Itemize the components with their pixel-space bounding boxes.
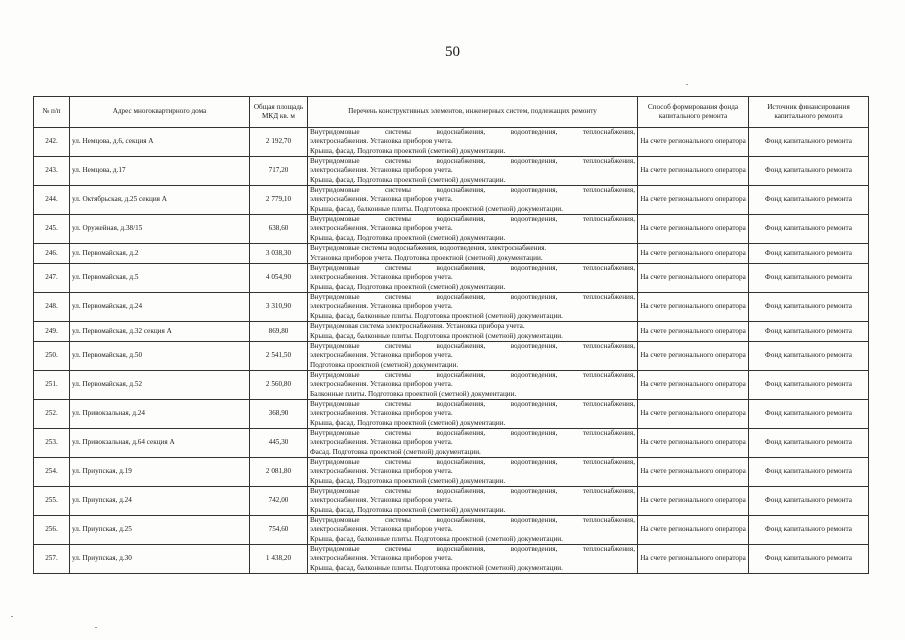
row-number: 247. [34, 264, 70, 293]
works-line: Внутридомовые системы водоснабжения, водоотведения, теплоснабжения, [310, 342, 635, 351]
row-number: 248. [34, 293, 70, 322]
row-works [308, 545, 638, 574]
works-line: Крыша, фасад. Подготовка проектной (сметной) документации. [310, 233, 506, 242]
works-line: Внутридомовые системы водоснабжения, водоотведения, теплоснабжения, [310, 516, 635, 525]
row-number: 255. [34, 487, 70, 516]
works-line: Внутридомовые системы водоснабжения, водоотведения, электроснабжения. [310, 244, 547, 253]
row-funding-method: На счете регионального оператора [638, 400, 749, 429]
works-line: Внутридомовые системы водоснабжения, водоотведения, теплоснабжения, [310, 371, 635, 380]
works-line: Внутридомовые системы водоснабжения, водоотведения, теплоснабжения, [310, 264, 635, 273]
capital-repair-table [33, 96, 869, 574]
works-line: Крыша, фасад, балконные плиты. Подготовка проектной (сметной) документации. [310, 204, 563, 213]
works-line: электроснабжения. Установка приборов учета. [310, 224, 453, 233]
row-address: ул. Немцова, д.17 [70, 157, 250, 186]
table-row [34, 429, 869, 458]
row-area: 638,60 [250, 215, 308, 244]
works-line: Внутридомовые системы водоснабжения, водоотведения, теплоснабжения, [310, 487, 635, 496]
row-number: 257. [34, 545, 70, 574]
header-works: Перечень конструктивных элементов, инженерных систем, подлежащих ремонту [308, 97, 638, 128]
works-line: электроснабжения. Установка приборов учета. [310, 195, 453, 204]
works-line: Крыша, фасад, балконные плиты. Подготовка проектной (сметной) документации. [310, 311, 563, 320]
row-funding-source: Фонд капитального ремонта [749, 128, 869, 157]
header-area: Общая площадь МКД кв. м [250, 97, 308, 128]
row-funding-method: На счете регионального оператора [638, 128, 749, 157]
table-row [34, 545, 869, 574]
row-funding-method: На счете регионального оператора [638, 293, 749, 322]
table-row [34, 516, 869, 545]
works-line: Внутридомовые системы водоснабжения, водоотведения, теплоснабжения, [310, 458, 635, 467]
works-line: Крыша, фасад. Подготовка проектной (сметной) документации. [310, 476, 506, 485]
header-source: Источник финансирования капитального ремонта [749, 97, 869, 128]
row-works [308, 293, 638, 322]
header-method: Способ формирования фонда капитального ремонта [638, 97, 749, 128]
row-number: 245. [34, 215, 70, 244]
works-line: Крыша, фасад. Подготовка проектной (сметной) документации. [310, 505, 506, 514]
row-area: 2 779,10 [250, 186, 308, 215]
scan-speck [11, 616, 13, 617]
row-funding-source: Фонд капитального ремонта [749, 458, 869, 487]
works-line: электроснабжения. Установка приборов учета. [310, 380, 453, 389]
table-body [34, 128, 869, 574]
row-works [308, 487, 638, 516]
row-funding-method: На счете регионального оператора [638, 186, 749, 215]
works-line: электроснабжения. Установка приборов учета. [310, 496, 453, 505]
scan-speck [95, 627, 97, 628]
row-number: 250. [34, 342, 70, 371]
row-number: 246. [34, 244, 70, 264]
row-funding-method: На счете регионального оператора [638, 487, 749, 516]
row-funding-method: На счете регионального оператора [638, 322, 749, 342]
row-area: 3 310,90 [250, 293, 308, 322]
row-funding-method: На счете регионального оператора [638, 342, 749, 371]
row-funding-source: Фонд капитального ремонта [749, 429, 869, 458]
row-area: 754,60 [250, 516, 308, 545]
row-funding-source: Фонд капитального ремонта [749, 157, 869, 186]
works-line: Внутридомовые системы водоснабжения, водоотведения, теплоснабжения, [310, 545, 635, 554]
table-row [34, 322, 869, 342]
works-line: Подготовка проектной (сметной) документации. [310, 360, 459, 369]
row-number: 252. [34, 400, 70, 429]
row-works [308, 342, 638, 371]
row-works [308, 215, 638, 244]
row-funding-method: На счете регионального оператора [638, 516, 749, 545]
page-number: 50 [445, 44, 460, 60]
table-row [34, 186, 869, 215]
row-funding-method: На счете регионального оператора [638, 215, 749, 244]
works-line: электроснабжения. Установка приборов учета. [310, 409, 453, 418]
row-address: ул. Первомайская, д.50 [70, 342, 250, 371]
row-address: ул. Немцова, д.6, секция А [70, 128, 250, 157]
row-funding-source: Фонд капитального ремонта [749, 545, 869, 574]
row-address: ул. Первомайская, д.5 [70, 264, 250, 293]
row-funding-method: На счете регионального оператора [638, 545, 749, 574]
row-funding-method: На счете регионального оператора [638, 458, 749, 487]
row-area: 2 560,80 [250, 371, 308, 400]
row-funding-source: Фонд капитального ремонта [749, 400, 869, 429]
works-line: Внутридомовые системы водоснабжения, водоотведения, теплоснабжения, [310, 293, 635, 302]
row-funding-source: Фонд капитального ремонта [749, 516, 869, 545]
row-works [308, 429, 638, 458]
row-area: 742,00 [250, 487, 308, 516]
row-funding-source: Фонд капитального ремонта [749, 487, 869, 516]
row-funding-source: Фонд капитального ремонта [749, 322, 869, 342]
table-row [34, 157, 869, 186]
row-funding-source: Фонд капитального ремонта [749, 293, 869, 322]
row-area: 2 081,80 [250, 458, 308, 487]
works-line: Внутридомовые системы водоснабжения, водоотведения, теплоснабжения, [310, 400, 635, 409]
row-works [308, 371, 638, 400]
row-address: ул. Приупская, д.24 [70, 487, 250, 516]
works-line: электроснабжения. Установка приборов учета. [310, 137, 453, 146]
row-area: 717,20 [250, 157, 308, 186]
works-line: Фасад. Подготовка проектной (сметной) документации. [310, 447, 481, 456]
table-row [34, 293, 869, 322]
works-line: Крыша, фасад. Подготовка проектной (сметной) документации. [310, 418, 506, 427]
row-funding-source: Фонд капитального ремонта [749, 215, 869, 244]
row-number: 253. [34, 429, 70, 458]
row-address: ул. Приупская, д.25 [70, 516, 250, 545]
works-line: Балконные плиты. Подготовка проектной (сметной) документации. [310, 389, 517, 398]
row-area: 368,90 [250, 400, 308, 429]
row-funding-source: Фонд капитального ремонта [749, 342, 869, 371]
row-funding-method: На счете регионального оператора [638, 371, 749, 400]
table-row [34, 244, 869, 264]
row-works [308, 128, 638, 157]
works-line: Установка приборов учета. Подготовка проектной (сметной) документации. [310, 253, 543, 262]
table-header-row [34, 97, 869, 128]
works-line: электроснабжения. Установка приборов учета. [310, 525, 453, 534]
row-address: ул. Первомайская, д.52 [70, 371, 250, 400]
works-line: Крыша, фасад. Подготовка проектной (сметной) документации. [310, 175, 506, 184]
table-row [34, 371, 869, 400]
works-line: Крыша, фасад, балконные плиты. Подготовка проектной (сметной) документации. [310, 534, 563, 543]
row-works [308, 244, 638, 264]
works-line: Внутридомовые системы водоснабжения, водоотведения, теплоснабжения, [310, 215, 635, 224]
row-number: 249. [34, 322, 70, 342]
works-line: электроснабжения. Установка приборов учета. [310, 554, 453, 563]
header-address: Адрес многоквартирного дома [70, 97, 250, 128]
row-funding-method: На счете регионального оператора [638, 429, 749, 458]
works-line: Крыша, фасад, балконные плиты. Подготовка проектной (сметной) документации. [310, 331, 563, 340]
table-row [34, 458, 869, 487]
row-number: 242. [34, 128, 70, 157]
row-number: 256. [34, 516, 70, 545]
works-line: Внутридомовые системы водоснабжения, водоотведения, теплоснабжения, [310, 429, 635, 438]
table-row [34, 128, 869, 157]
works-line: Внутридомовые системы водоснабжения, водоотведения, теплоснабжения, [310, 186, 635, 195]
row-number: 254. [34, 458, 70, 487]
works-line: Крыша, фасад, балконные плиты. Подготовка проектной (сметной) документации. [310, 563, 563, 572]
row-works [308, 516, 638, 545]
row-number: 251. [34, 371, 70, 400]
works-line: электроснабжения. Установка приборов учета. [310, 467, 453, 476]
scan-speck [686, 84, 688, 85]
works-line: Внутридомовая система электроснабжения. Установка прибора учета. [310, 322, 525, 331]
works-line: электроснабжения. Установка приборов учета. [310, 351, 453, 360]
row-funding-source: Фонд капитального ремонта [749, 264, 869, 293]
row-area: 2 541,50 [250, 342, 308, 371]
row-area: 445,30 [250, 429, 308, 458]
row-funding-source: Фонд капитального ремонта [749, 371, 869, 400]
table-row [34, 400, 869, 429]
row-works [308, 400, 638, 429]
row-area: 3 038,30 [250, 244, 308, 264]
row-works [308, 264, 638, 293]
row-works [308, 458, 638, 487]
row-address: ул. Октябрьская, д.25 секция А [70, 186, 250, 215]
table-row [34, 264, 869, 293]
works-line: электроснабжения. Установка приборов учета. [310, 273, 453, 282]
works-line: электроснабжения. Установка приборов учета. [310, 438, 453, 447]
row-funding-source: Фонд капитального ремонта [749, 244, 869, 264]
header-num: № п/п [34, 97, 70, 128]
row-works [308, 322, 638, 342]
row-address: ул. Оружейная, д.38/15 [70, 215, 250, 244]
row-address: ул. Привокзальная, д.64 секция А [70, 429, 250, 458]
row-address: ул. Приупская, д.19 [70, 458, 250, 487]
row-works [308, 157, 638, 186]
row-number: 244. [34, 186, 70, 215]
table-row [34, 215, 869, 244]
row-area: 1 438,20 [250, 545, 308, 574]
row-address: ул. Привокзальная, д.24 [70, 400, 250, 429]
row-number: 243. [34, 157, 70, 186]
row-area: 869,80 [250, 322, 308, 342]
table-row [34, 487, 869, 516]
row-funding-method: На счете регионального оператора [638, 157, 749, 186]
row-address: ул. Приупская, д.30 [70, 545, 250, 574]
row-funding-method: На счете регионального оператора [638, 264, 749, 293]
works-line: Крыша, фасад. Подготовка проектной (сметной) документации. [310, 282, 506, 291]
row-area: 2 192,70 [250, 128, 308, 157]
works-line: электроснабжения. Установка приборов учета. [310, 166, 453, 175]
works-line: электроснабжения. Установка приборов учета. [310, 302, 453, 311]
row-address: ул. Первомайская, д.2 [70, 244, 250, 264]
works-line: Внутридомовые системы водоснабжения, водоотведения, теплоснабжения, [310, 128, 635, 137]
row-address: ул. Первомайская, д.24 [70, 293, 250, 322]
row-address: ул. Первомайская, д.32 секция А [70, 322, 250, 342]
row-funding-source: Фонд капитального ремонта [749, 186, 869, 215]
row-funding-method: На счете регионального оператора [638, 244, 749, 264]
row-works [308, 186, 638, 215]
row-area: 4 054,90 [250, 264, 308, 293]
works-line: Внутридомовые системы водоснабжения, водоотведения, теплоснабжения, [310, 157, 635, 166]
works-line: Крыша, фасад. Подготовка проектной (сметной) документации. [310, 146, 506, 155]
table-row [34, 342, 869, 371]
